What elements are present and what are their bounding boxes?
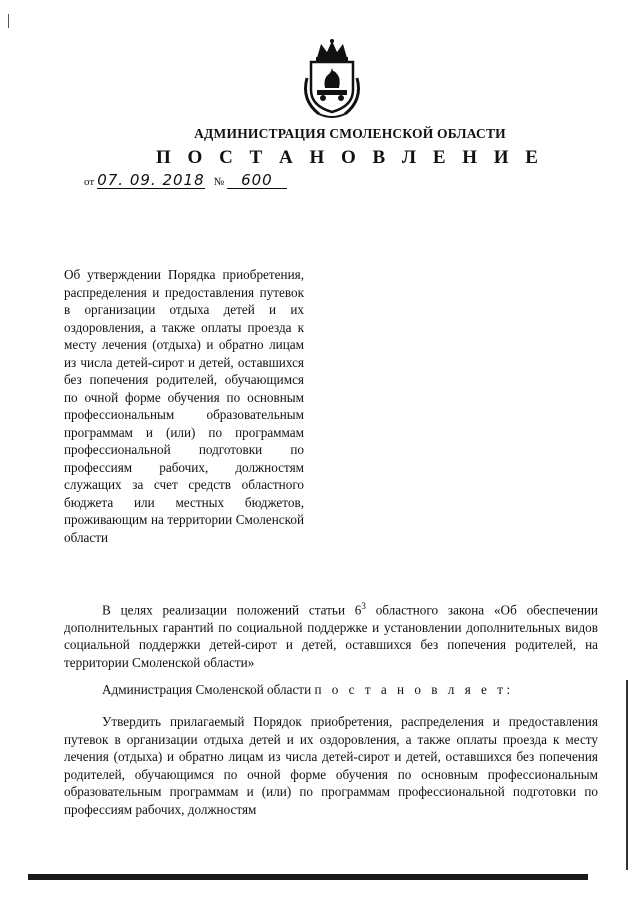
- organization-name: АДМИНИСТРАЦИЯ СМОЛЕНСКОЙ ОБЛАСТИ: [194, 126, 506, 141]
- preamble-text-end: областного закона «Об обеспечении дополнительных гарантий по социальной поддержке и установлении дополнительных видов социальной поддержки детей-сирот и детей, оставшихся без попечения родителей, на территории Смоленской области»: [64, 602, 598, 670]
- preamble-paragraph: [64, 598, 598, 671]
- date-prefix: от: [84, 176, 95, 188]
- scan-edge-mark: [626, 680, 628, 870]
- handwritten-date: 07. 09. 2018: [97, 171, 205, 189]
- resolves-paragraph: [64, 681, 598, 699]
- smolensk-coat-of-arms-icon: [297, 38, 367, 120]
- date-number-line: [84, 172, 287, 189]
- resolves-verb: п о с т а н о в л я е т:: [314, 682, 514, 697]
- approval-paragraph: Утвердить прилагаемый Порядок приобретения, распределения и предоставления путевок в организации отдыха детей и их оздоровления, а также оплаты проезда к месту лечения (отдыха) и обратно лицам из числа детей-сирот и детей, оставшихся без попечения родителей, обучающимся по очной форме обучения по основным профессиональным образовательным программам и (или) по программам профессиональной подготовки по профессиям рабочих, должностям: [64, 714, 598, 817]
- article-superscript: 3: [361, 601, 366, 611]
- preamble-text-start: В целях реализации положений статьи 6: [102, 602, 362, 618]
- scan-mark: [8, 14, 9, 28]
- resolves-subject: Администрация Смоленской области: [102, 682, 315, 697]
- document-subject: Об утверждении Порядка приобретения, распределения и предоставления путевок в организации отдыха детей и их оздоровления, а также оплаты проезда к месту лечения (отдыха) и обратно лицам из числа детей-сирот и детей, оставшихся без попечения родителей, обучающимся по очной форме обучения по основным профессиональным образовательным программам и (или) по программам профессиональной подготовки по профессиям рабочих, должностям служащих за счет средств областного бюджета или местных бюджетов, проживающим на территории Смоленской области: [64, 267, 304, 545]
- number-prefix: №: [213, 176, 225, 188]
- handwritten-number: 600: [227, 172, 287, 189]
- document-type-title: П О С Т А Н О В Л Е Н И Е: [156, 147, 544, 168]
- scan-bottom-bar: [28, 874, 588, 880]
